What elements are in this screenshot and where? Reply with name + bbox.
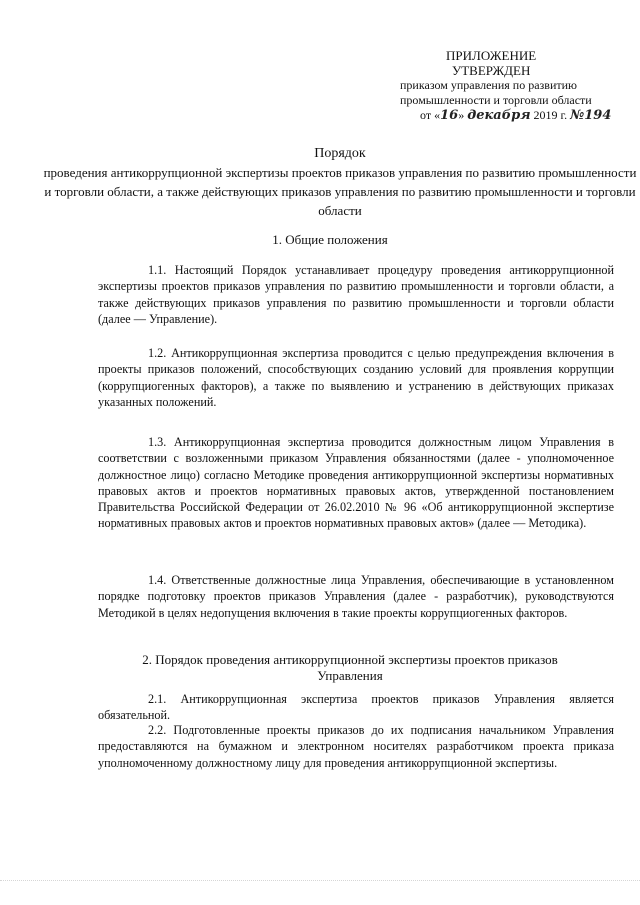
paragraph-2-1: 2.1. Антикоррупционная экспертиза проектов приказов Управления является обязательной. [98,692,614,723]
approved-by-line-2: промышленности и торговли области [400,93,592,107]
date-prefix: от « [420,108,441,122]
paragraph-1-3: 1.3. Антикоррупционная экспертиза проводится должностным лицом Управления в соответствии с возложенными приказом Управления обязанностями (далее - уполномоченное должностное лицо) согласно Методике проведения антикоррупционной экспертизы нормативных правовых актов и проектов нормативных правовых актов, утвержденной постановлением Правительства Российской Федерации от 26.02.2010 № 96 «Об антикоррупционной экспертизе нормативных правовых актов и проектов нормативных правовых актов» (далее — Методика). [98,435,614,531]
paragraph-2-2: 2.2. Подготовленные проекты приказов до их подписания начальником Управления предоставляются на бумажном и электронном носителях разработчиком проекта приказа уполномоченному должностному лицу для проведения антикоррупционной экспертизы. [98,723,614,770]
section-heading-1: 1. Общие положения [272,232,388,247]
paragraph-1-2: 1.2. Антикоррупционная экспертиза проводится с целью предупреждения включения в проекты приказов положений, способствующих созданию условий для проявления коррупции (коррупциогенных факторов), а также по выявлению и устранению в действующих приказах указанных положений. [98,346,614,409]
paragraph-1-4: 1.4. Ответственные должностные лица Управления, обеспечивающие в установленном порядке подготовку проектов приказов Управления (далее - разработчик), руководствуются Методикой в целях недопущения включения в такие проекты коррупциогенных факторов. [98,573,614,620]
document-title: Порядок [314,146,366,161]
approved-by-line: приказом управления по развитию [400,78,577,92]
date-day: 16 [440,108,459,123]
date-month: декабря [467,108,531,123]
page-bottom-edge [0,880,640,891]
approved-label: УТВЕРЖДЕН [452,63,531,78]
appendix-label: ПРИЛОЖЕНИЕ [446,48,537,63]
approval-date-line [400,108,611,123]
date-year: 2019 г. [533,108,568,122]
section-heading-2: 2. Порядок проведения антикоррупционной экспертизы проектов приказов Управления [142,652,558,683]
approval-stamp [400,48,611,123]
date-mid: » [458,108,465,122]
document-subtitle: проведения антикоррупционной экспертизы проектов приказов управления по развитию промышленности и торговли области, а также действующих приказов управления по развитию промышленности и торговли области [43,165,637,218]
paragraph-1-1: 1.1. Настоящий Порядок устанавливает процедуру проведения антикоррупционной экспертизы проектов приказов управления по развитию промышленности и торговли области, а также действующих приказов управления по развитию промышленности и торговли области (далее — Управление). [98,263,614,326]
order-number: №194 [570,108,612,123]
